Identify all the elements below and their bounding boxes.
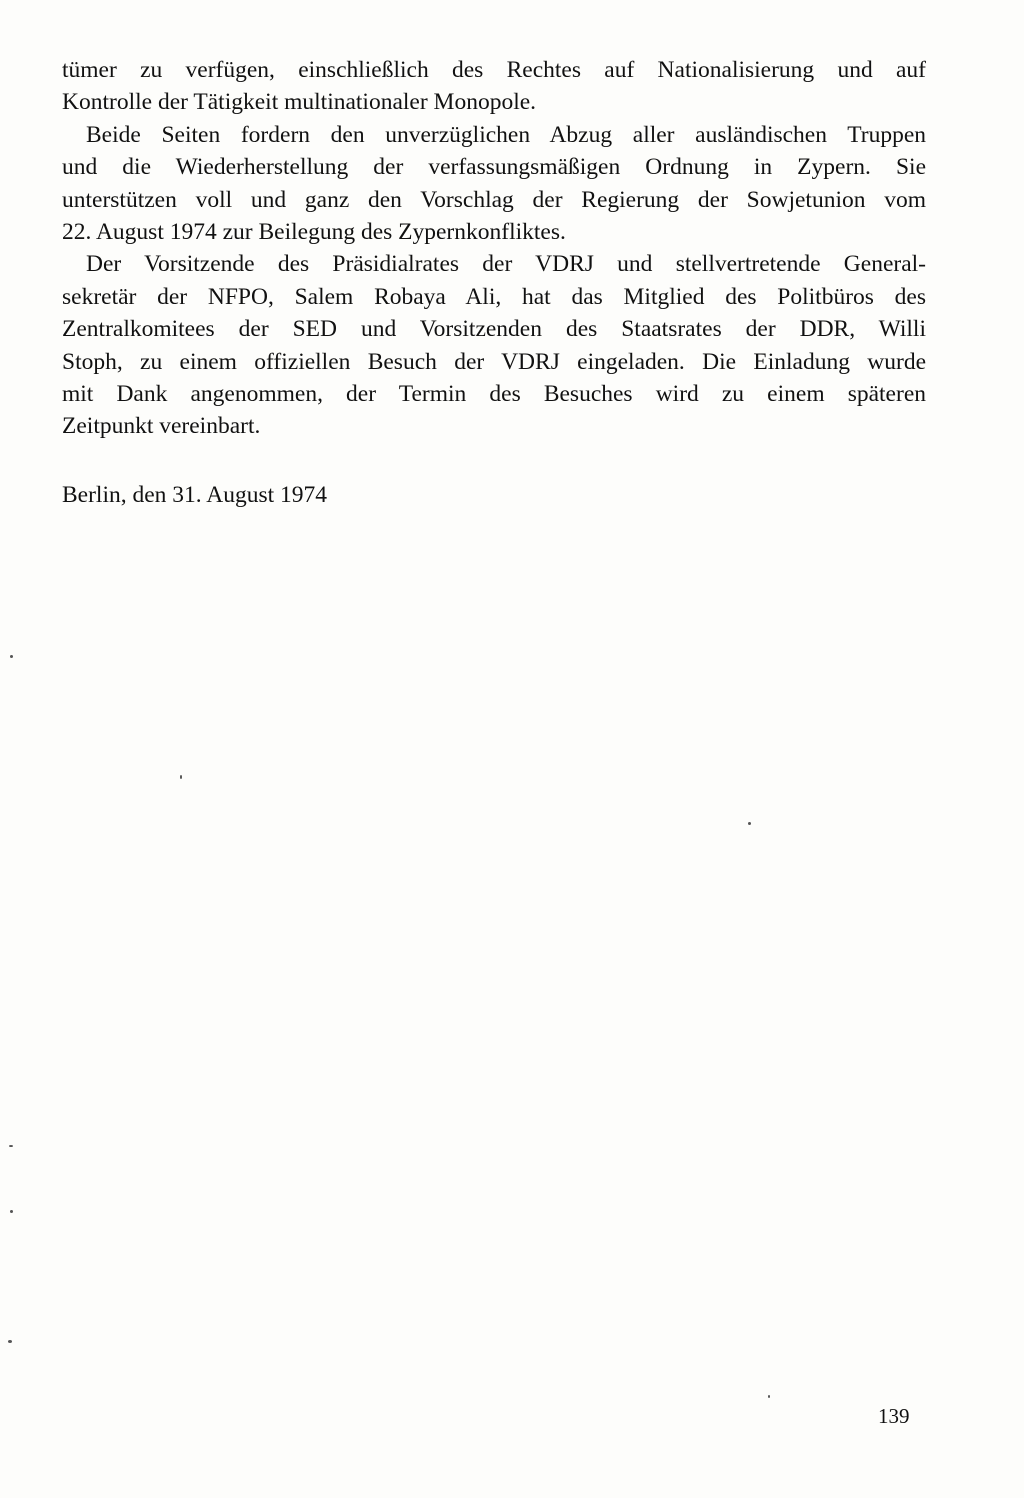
text-line: Zeitpunkt vereinbart. [62, 413, 261, 440]
scan-speck [8, 1340, 12, 1343]
paragraph-1 [62, 54, 926, 119]
text-line: tümer zu verfügen, einschließlich des Rechtes auf Nationalisierung und auf [62, 57, 926, 83]
text-line: Der Vorsitzende des Präsidialrates der VDRJ und stellvertretende General- [86, 251, 926, 278]
text-line: Beide Seiten fordern den unverzüglichen Abzug aller ausländischen Truppen [86, 121, 926, 148]
text-line: Zentralkomitees der SED und Vorsitzenden des Staatsrates der DDR, Willi [62, 316, 926, 343]
body-text [62, 54, 926, 443]
page-number: 139 [878, 1404, 910, 1428]
text-line: und die Wiederherstellung der verfassungsmäßigen Ordnung in Zypern. Sie [62, 154, 926, 181]
text-line: Kontrolle der Tätigkeit multinationaler Monopole. [62, 89, 537, 116]
scan-speck [768, 1395, 770, 1398]
scan-speck [10, 1210, 13, 1213]
paragraph-2 [62, 119, 926, 249]
scan-speck [10, 655, 13, 658]
paragraph-3 [62, 248, 926, 442]
text-line: 22. August 1974 zur Beilegung des Zypernkonfliktes. [62, 218, 566, 245]
scan-speck [9, 1145, 13, 1147]
text-line: unterstützen voll und ganz den Vorschlag der Regierung der Sowjetunion vom [62, 186, 926, 213]
date-line: Berlin, den 31. August 1974 [62, 482, 328, 508]
scan-speck [180, 775, 182, 779]
text-line: mit Dank angenommen, der Termin des Besuches wird zu einem späteren [62, 380, 926, 407]
text-line: Stoph, zu einem offiziellen Besuch der VDRJ eingeladen. Die Einladung wurde [62, 348, 926, 375]
scan-speck [748, 822, 751, 825]
text-line: sekretär der NFPO, Salem Robaya Ali, hat das Mitglied des Politbüros des [62, 283, 926, 310]
